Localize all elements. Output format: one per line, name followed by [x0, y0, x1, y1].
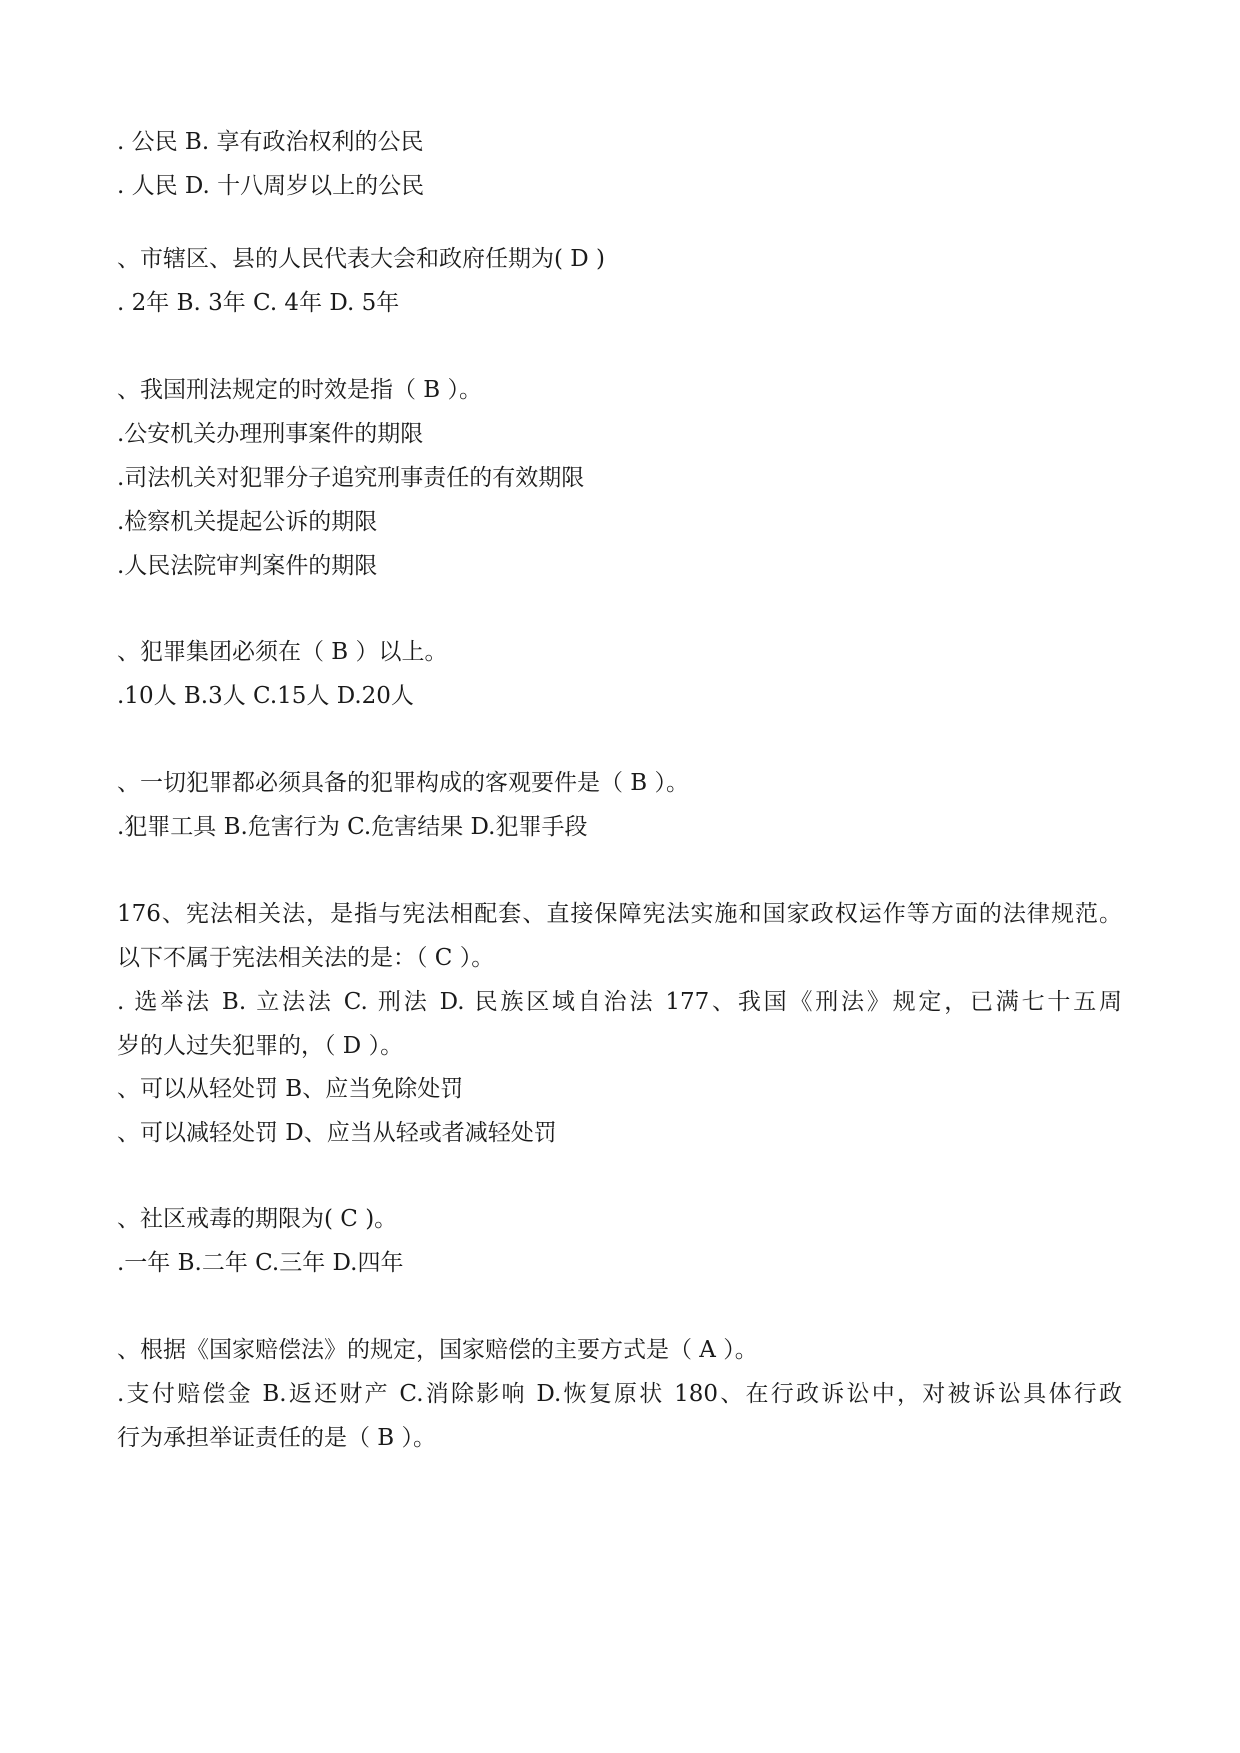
text-line: 行为承担举证责任的是（ B ）。 — [117, 1425, 437, 1451]
text-line: 岁的人过失犯罪的，（ D ）。 — [117, 1033, 404, 1059]
text-line: . 公民 B. 享有政治权利的公民 — [117, 129, 424, 155]
question-line: 、犯罪集团必须在（ B ）以上。 — [117, 639, 448, 665]
text-line: .犯罪工具 B.危害行为 C.危害结果 D.犯罪手段 — [117, 814, 588, 840]
text-line: .司法机关对犯罪分子追究刑事责任的有效期限 — [117, 465, 585, 491]
question-line: 、根据《国家赔偿法》的规定，国家赔偿的主要方式是（ A ）。 — [117, 1337, 758, 1363]
question-line: 、市辖区、县的人民代表大会和政府任期为( D ) — [117, 246, 606, 272]
text-line: . 人民 D. 十八周岁以上的公民 — [117, 173, 425, 199]
text-line: . 2年 B. 3年 C. 4年 D. 5年 — [117, 290, 400, 316]
question-line: 176、宪法相关法，是指与宪法相配套、直接保障宪法实施和国家政权运作等方面的法律规范。 — [117, 901, 1122, 927]
text-line: .人民法院审判案件的期限 — [117, 553, 378, 579]
text-line: .公安机关办理刑事案件的期限 — [117, 421, 424, 447]
text-line: .支付赔偿金 B.返还财产 C.消除影响 D.恢复原状 180、在行政诉讼中，对被诉讼具体行政 — [117, 1381, 1122, 1407]
text-line: 以下不属于宪法相关法的是：（ C ）。 — [117, 945, 495, 971]
text-line: 、可以减轻处罚 D、应当从轻或者减轻处罚 — [117, 1120, 557, 1146]
text-line: .检察机关提起公诉的期限 — [117, 509, 378, 535]
text-line: . 选举法 B. 立法法 C. 刑法 D. 民族区域自治法 177、我国《刑法》规定，已满七十五周 — [117, 989, 1122, 1015]
question-line: 、社区戒毒的期限为( C )。 — [117, 1206, 398, 1232]
question-line: 、我国刑法规定的时效是指（ B ）。 — [117, 377, 483, 403]
question-line: 、一切犯罪都必须具备的犯罪构成的客观要件是（ B ）。 — [117, 770, 690, 796]
text-line: 、可以从轻处罚 B、应当免除处罚 — [117, 1076, 464, 1102]
text-line: .10人 B.3人 C.15人 D.20人 — [117, 683, 414, 709]
text-line: .一年 B.二年 C.三年 D.四年 — [117, 1250, 404, 1276]
